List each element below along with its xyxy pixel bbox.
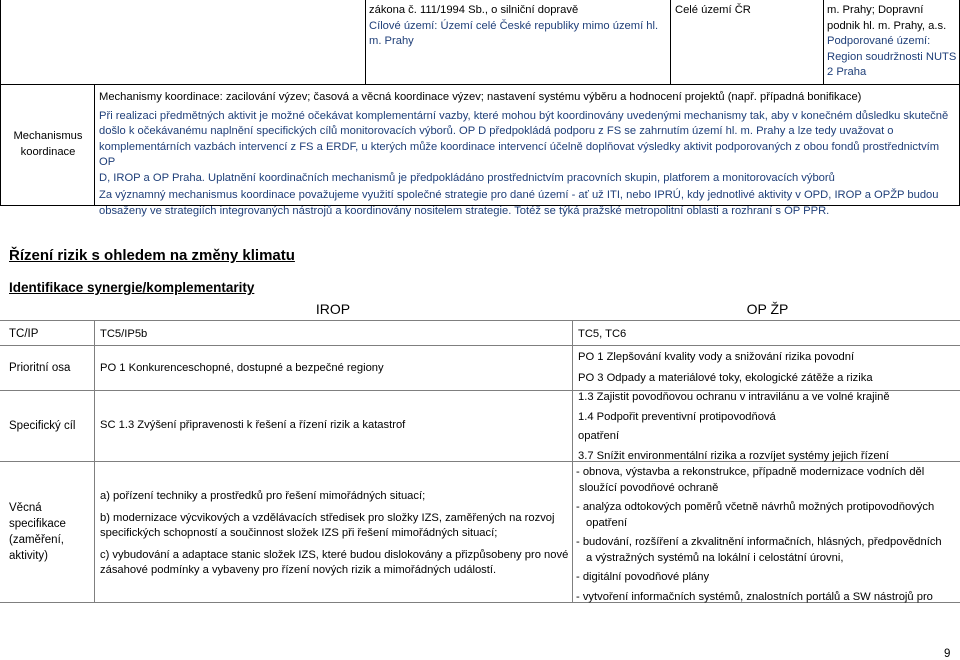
top-cell-legislation — [369, 3, 669, 50]
label-line: (zaměření, — [9, 534, 64, 546]
section-title: Řízení rizik s ohledem na změny klimatu — [9, 247, 295, 264]
column-header-irop: IROP — [315, 301, 351, 317]
activity-item: a výstražných systémů na lokální i celostátní úrovni, — [586, 551, 844, 564]
table-border-label — [94, 84, 95, 206]
row-label-vecna — [9, 500, 66, 564]
mechanism-label-line: koordinace — [20, 145, 76, 158]
activity-item: specifických schopností a součinnost složek IZS při řešení mimořádných situací; — [100, 527, 498, 539]
territory-text: Celé území ČR — [675, 4, 751, 16]
activity-item: sloužící povodňové ochraně — [579, 481, 719, 494]
activity-item: c) vybudování a adaptace stanic složek IZS, které budou dislokovány a přizpůsobeny pro nové — [100, 548, 569, 561]
activity-item: - analýza odtokových poměrů včetně návrhů možných protipovodňových — [576, 501, 935, 513]
page-number: 9 — [944, 648, 951, 660]
column-separator — [94, 320, 95, 602]
cil-item: opatření — [578, 430, 620, 442]
activity-item: - digitální povodňové plány — [576, 571, 710, 583]
mechanism-label — [4, 129, 92, 160]
opzp-vecna-value — [576, 465, 958, 605]
osa-item: PO 1 Zlepšování kvality vody a snižování rizika povodní — [578, 351, 855, 363]
activity-item: opatření — [586, 516, 628, 529]
label-line: Věcná — [9, 502, 42, 514]
row-label-cil: Specifický cíl — [9, 420, 76, 432]
activity-item: b) modernizace výcvikových a vzdělávacích středisek pro složky IZS, zaměřených na rozvoj — [100, 511, 555, 524]
beneficiary-line: podnik hl. m. Prahy, a.s. — [827, 19, 947, 32]
irop-cil-value: SC 1.3 Zvýšení připravenosti k řešení a řízení rizik a katastrof — [100, 419, 406, 431]
supported-area-line: Podporované území: — [827, 35, 931, 47]
irop-vecna-value — [100, 489, 570, 579]
activity-item: - budování, rozšíření a zkvalitnění informačních, hlásných, předpovědních — [576, 536, 942, 548]
cil-item: 3.7 Snížit environmentální rizika a rozvíjet systémy jejich řízení — [578, 449, 889, 462]
legislation-line: zákona č. 111/1994 Sb., o silniční dopravě — [369, 4, 579, 16]
row-separator — [0, 320, 960, 321]
target-area-line: m. Prahy — [369, 35, 414, 47]
activity-item: zásahové podmínky a vybaveny pro řízení nových rizik a mimořádných událostí. — [100, 564, 497, 576]
irop-osa-value: PO 1 Konkurenceschopné, dostupné a bezpečné regiony — [100, 362, 384, 374]
label-line: specifikace — [9, 518, 66, 530]
osa-item: PO 3 Odpady a materiálové toky, ekologické zátěže a rizika — [578, 371, 873, 384]
opzp-tc-value: TC5, TC6 — [578, 328, 627, 340]
top-cell-territory — [675, 3, 820, 19]
paragraph-line: obsaženy ve strategiích integrovaných nástrojů a koordinovány nositelem strategie. Totéž se týká pražské metropolitní oblasti a rozhraní s OP PPR. — [99, 204, 830, 217]
beneficiary-line: m. Prahy; Dopravní — [827, 4, 924, 16]
subsection-title: Identifikace synergie/komplementarity — [9, 280, 255, 295]
table-border-c2 — [670, 0, 671, 84]
table-row-divider — [0, 84, 960, 85]
column-header-opzp: OP ŽP — [746, 301, 789, 317]
mechanism-label-line: Mechanismus — [13, 130, 83, 142]
activity-item: - vytvoření informačních systémů, znalostních portálů a SW nástrojů pro — [576, 590, 933, 603]
opzp-cil-value — [578, 390, 890, 464]
column-separator — [572, 320, 573, 602]
mechanism-summary: Mechanismy koordinace: zacilování výzev; časová a věcná koordinace výzev; nastavení systému výběru a hodnocení projektů (např. případná bonifikace) — [99, 91, 862, 103]
paragraph-line: Za významný mechanismus koordinace považujeme využití společné strategie pro dané území - ať už ITI, nebo IPRÚ, kdy jednotlivé aktivity v OPD, IROP a OPŽP budou — [99, 189, 939, 201]
table-border-c1 — [365, 0, 366, 84]
coordination-paragraph — [99, 109, 957, 187]
target-area-line: Cílové území: Území celé České republiky mimo území hl. — [369, 19, 659, 32]
top-cell-beneficiary — [827, 3, 957, 81]
activity-item: - obnova, výstavba a rekonstrukce, případně modernizace vodních děl — [576, 466, 925, 478]
row-separator — [0, 345, 960, 346]
strategy-paragraph — [99, 188, 957, 219]
row-label-osa: Prioritní osa — [9, 362, 71, 374]
paragraph-line: komplementárních vazbách intervencí z FS a ERDF, u kterých může koordinace intervencí účelně doplňovat výsledky aktivit podporovaných z obou fondů prostřednictvím OP — [99, 140, 940, 168]
paragraph-line: D, IROP a OP Praha. Uplatnění koordinačních mechanismů je předpokládáno prostřednictvím pracovních skupin, platforem a monitorovacích výborů — [99, 171, 835, 184]
row-label-tc: TC/IP — [9, 328, 39, 340]
mechanism-text — [99, 90, 957, 219]
table-border-left — [0, 0, 1, 206]
irop-tc-value: TC5/IP5b — [100, 328, 148, 340]
supported-area-line: Region soudržnosti NUTS — [827, 50, 957, 63]
paragraph-line: Při realizaci předmětných aktivit je možné očekávat komplementární vazby, které mohou být koordinovány uvedenými mechanismy tak, aby v konečném důsledku skutečně — [99, 109, 949, 122]
activity-item: a) pořízení techniky a prostředků pro řešení mimořádných situací; — [100, 490, 426, 502]
supported-area-line: 2 Praha — [827, 66, 867, 78]
label-line: aktivity) — [9, 550, 48, 562]
opzp-osa-value — [578, 350, 873, 386]
paragraph-line: došlo k očekávanému naplnění specifických cílů monitorovacích výborů. OP D předpokládá podporu z FS se zahrnutím území hl. m. Prahy a lze tedy uvažovat o — [99, 125, 894, 137]
table-border-c3 — [823, 0, 824, 84]
cil-item: 1.3 Zajistit povodňovou ochranu v intravilánu a ve volné krajině — [578, 391, 890, 403]
cil-item: 1.4 Podpořit preventivní protipovodňová — [578, 410, 776, 423]
